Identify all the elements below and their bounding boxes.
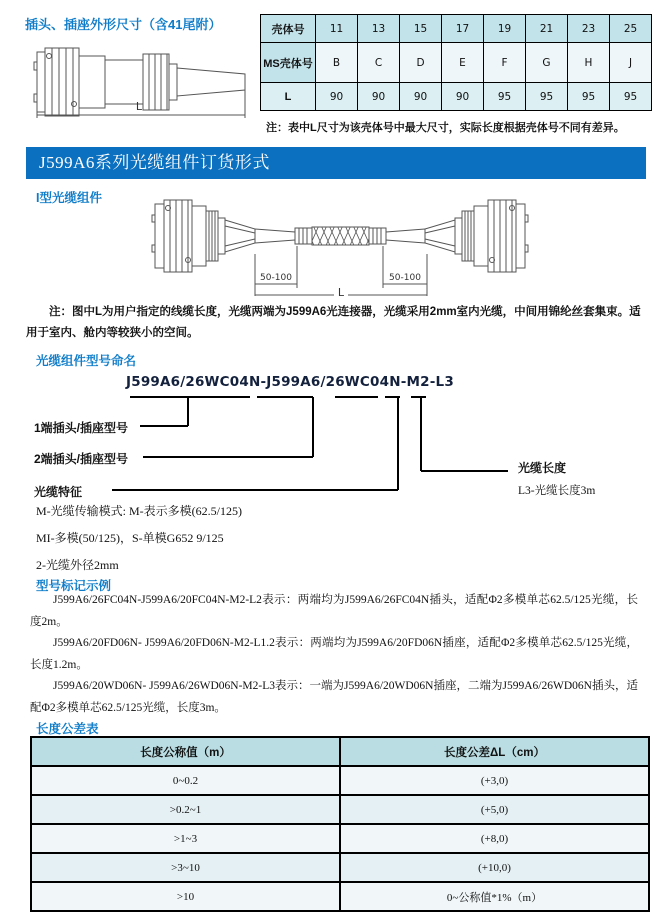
type1-assembly-title: I型光缆组件 (36, 191, 102, 205)
cable-assembly-drawing (148, 196, 553, 304)
plug-outline-drawing (22, 46, 257, 126)
examples-block (30, 590, 638, 719)
plug-length-dim-label: L (135, 100, 143, 113)
left-dim-label: 50-100 (260, 273, 292, 283)
feature-line-3: 2-光缆外径2mm (36, 558, 119, 572)
example-paragraph: J599A6/26FC04N-J599A6/20FC04N-M2-L2表示：两端均为J599A6/26FC04N插头，适配Φ2多模单芯62.5/125光缆，长度2m。 (30, 594, 638, 628)
end2-model-label: 2端插头/插座型号 (34, 452, 129, 466)
cable-length-label: 光缆长度 (518, 461, 567, 475)
cable-feature-label: 光缆特征 (34, 485, 83, 499)
model-number: J599A6/26WC04N-J599A6/26WC04N-M2-L3 (126, 374, 454, 390)
length-tolerance-table (30, 736, 650, 912)
table-row: 壳体号 11 13 15 17 19 21 23 25 (261, 15, 652, 43)
naming-callout-lines (30, 395, 530, 495)
table-row: >3~10 (+10,0) (31, 853, 649, 882)
cable-length-desc: L3-光缆长度3m (518, 485, 596, 497)
tolerance-section-title: 长度公差表 (36, 722, 99, 736)
total-length-dim-label: L (337, 286, 345, 299)
examples-section-title: 型号标记示例 (36, 579, 112, 593)
plug-dimensions-title: 插头、插座外形尺寸（含41尾附） (25, 17, 222, 32)
end1-model-label: 1端插头/插座型号 (34, 421, 129, 435)
cable-assembly-note: 注：图中L为用户指定的线缆长度，光缆两端为J599A6光连接器，光缆采用2mm室内光缆，中间用锦纶丝套集束。适用于室内、舱内等较狭小的空间。 (26, 306, 641, 339)
table-row: 0~0.2 (+3,0) (31, 766, 649, 795)
shell-table-note: 注：表中L尺寸为该壳体号中最大尺寸，实际长度根据壳体号不同有差异。 (266, 122, 625, 134)
feature-line-2: MI-多模(50/125)，S-单模G652 9/125 (36, 531, 224, 545)
table-row: >0.2~1 (+5,0) (31, 795, 649, 824)
shell-size-table (260, 14, 652, 111)
table-row: >10 0~公称值*1%（m） (31, 882, 649, 911)
table-row: MS壳体号 B C D E F G H J (261, 43, 652, 83)
right-dim-label: 50-100 (389, 273, 421, 283)
example-paragraph: J599A6/20WD06N- J599A6/26WD06N-M2-L3表示：一端为J599A6/20WD06N插座，二端为J599A6/26WD06N插头，适配Φ2多模单芯62.5/125光缆，长度3m。 (30, 680, 638, 714)
naming-section-title: 光缆组件型号命名 (36, 354, 137, 368)
feature-line-1: M-光缆传输模式: M-表示多模(62.5/125) (36, 504, 242, 518)
series-order-banner: J599A6系列光缆组件订货形式 (26, 147, 646, 179)
example-paragraph: J599A6/20FD06N- J599A6/20FD06N-M2-L1.2表示：两端均为J599A6/20FD06N插座，适配Φ2多模单芯62.5/125光缆，长度1.2m。 (30, 637, 638, 671)
table-row: L 90 90 90 90 95 95 95 95 (261, 83, 652, 111)
table-row: >1~3 (+8,0) (31, 824, 649, 853)
table-header-row: 长度公称值（m） 长度公差ΔL（cm） (31, 737, 649, 766)
